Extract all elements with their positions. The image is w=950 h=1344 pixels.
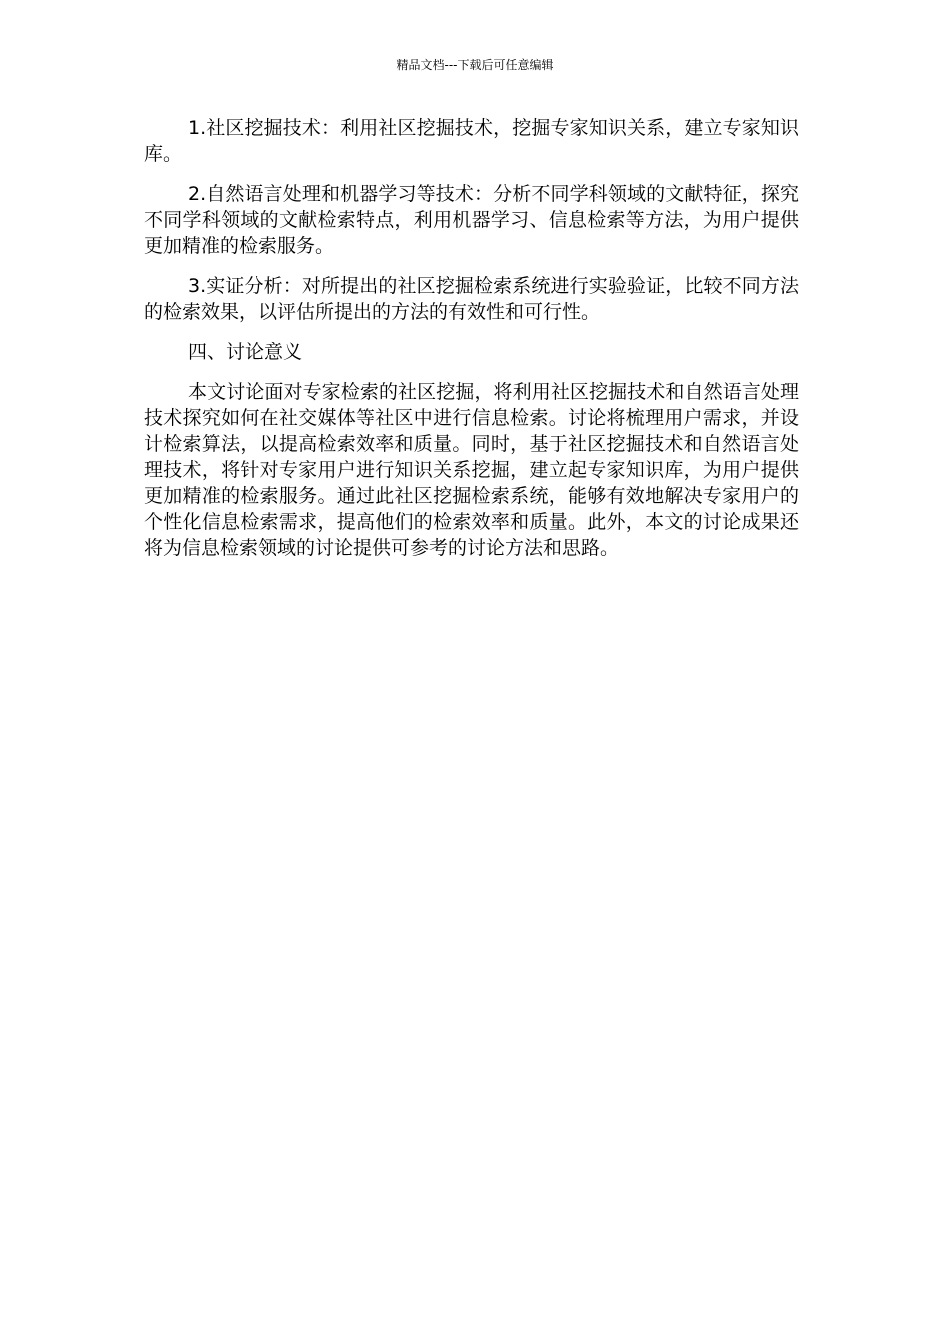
paragraph-method-3: 3.实证分析：对所提出的社区挖掘检索系统进行实验验证，比较不同方法的检索效果，以评估所提出的方法的有效性和可行性。 (144, 275, 799, 323)
paragraph-method-1: 1.社区挖掘技术：利用社区挖掘技术，挖掘专家知识关系，建立专家知识库。 (144, 117, 799, 165)
page-header: 精品文档---下载后可任意编辑 (396, 58, 554, 72)
document-body (144, 115, 799, 575)
section-heading-significance: 四、讨论意义 (188, 341, 303, 363)
paragraph-significance: 本文讨论面对专家检索的社区挖掘，将利用社区挖掘技术和自然语言处理技术探究如何在社交媒体等社区中进行信息检索。讨论将梳理用户需求，并设计检索算法，以提高检索效率和质量。同时，基于社区挖掘技术和自然语言处理技术，将针对专家用户进行知识关系挖掘，建立起专家知识库，为用户提供更加精准的检索服务。通过此社区挖掘检索系统，能够有效地解决专家用户的个性化信息检索需求，提高他们的检索效率和质量。此外，本文的讨论成果还将为信息检索领域的讨论提供可参考的讨论方法和思路。 (144, 381, 799, 559)
paragraph-method-2: 2.自然语言处理和机器学习等技术：分析不同学科领域的文献特征，探究不同学科领域的文献检索特点，利用机器学习、信息检索等方法，为用户提供更加精准的检索服务。 (144, 183, 799, 257)
